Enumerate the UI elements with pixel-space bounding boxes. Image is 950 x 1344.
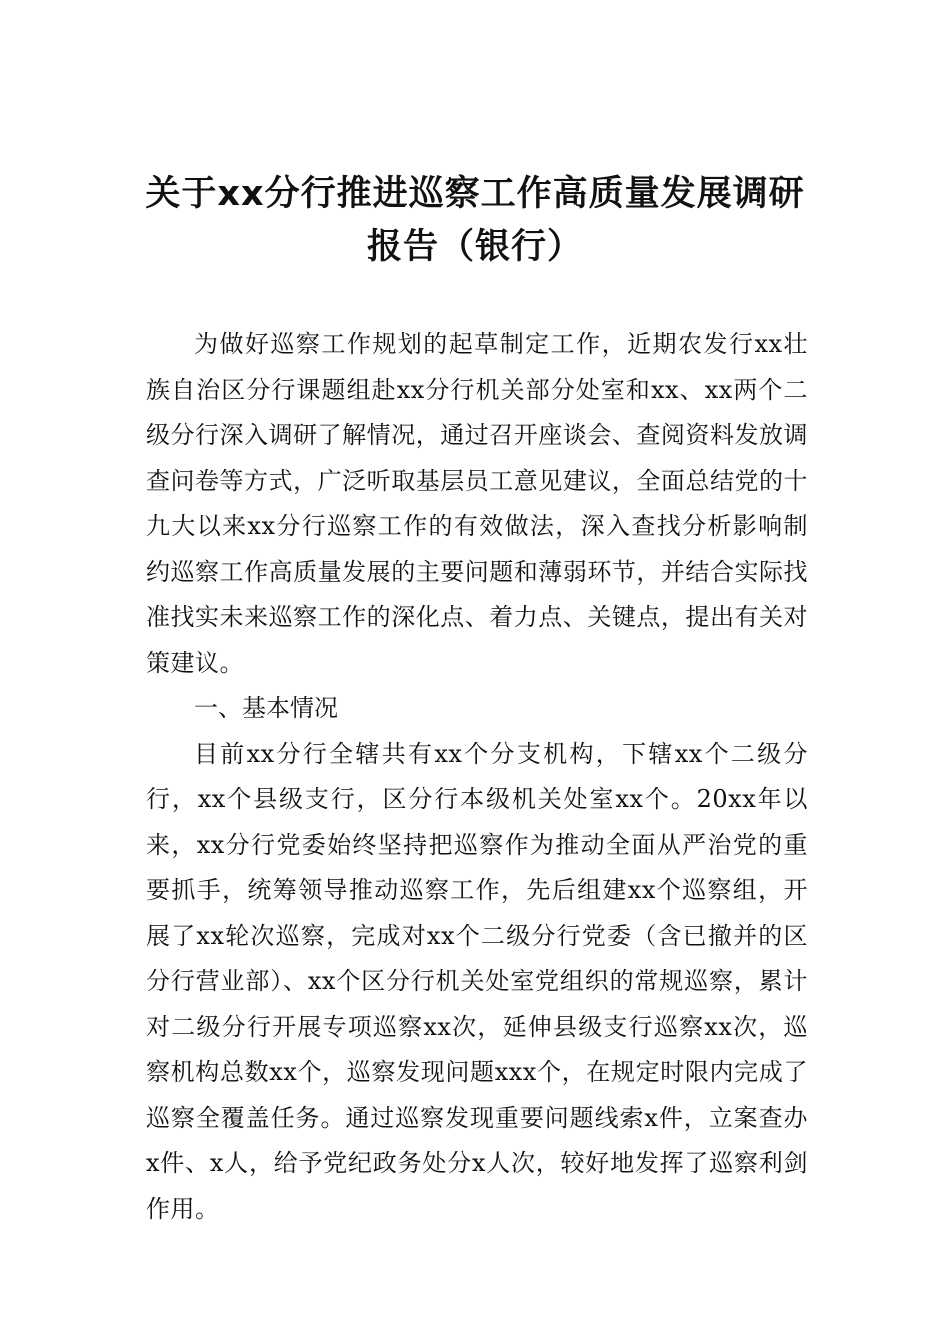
intro-paragraph: 为做好巡察工作规划的起草制定工作，近期农发行xx壮族自治区分行课题组赴xx分行机关部分处室和xx、xx两个二级分行深入调研了解情况，通过召开座谈会、查阅资料发放调查问卷等方式，广泛听取基层员工意见建议，全面总结党的十九大以来xx分行巡察工作的有效做法，深入查找分析影响制约巡察工作高质量发展的主要问题和薄弱环节，并结合实际找准找实未来巡察工作的深化点、着力点、关键点，提出有关对策建议。: [146, 330, 808, 677]
section-heading-basic-situation: 一、基本情况: [194, 694, 338, 722]
title-line-1: 关于xx分行推进巡察工作高质量发展调研: [145, 174, 805, 214]
document-title: [130, 168, 820, 274]
basic-situation-paragraph: 目前xx分行全辖共有xx个分支机构，下辖xx个二级分行，xx个县级支行，区分行本级机关处室xx个。20xx年以来，xx分行党委始终坚持把巡察作为推动全面从严治党的重要抓手，统筹领导推动巡察工作，先后组建xx个巡察组，开展了xx轮次巡察，完成对xx个二级分行党委（含已撤并的区分行营业部）、xx个区分行机关处室党组织的常规巡察，累计对二级分行开展专项巡察xx次，延伸县级支行巡察xx次，巡察机构总数xx个，巡察发现问题xxx个，在规定时限内完成了巡察全覆盖任务。通过巡察发现重要问题线索x件，立案查办x件、x人，给予党纪政务处分x人次，较好地发挥了巡察利剑作用。: [146, 739, 808, 1223]
document-body: [146, 322, 808, 1232]
title-line-2: 报告（银行）: [366, 227, 583, 267]
